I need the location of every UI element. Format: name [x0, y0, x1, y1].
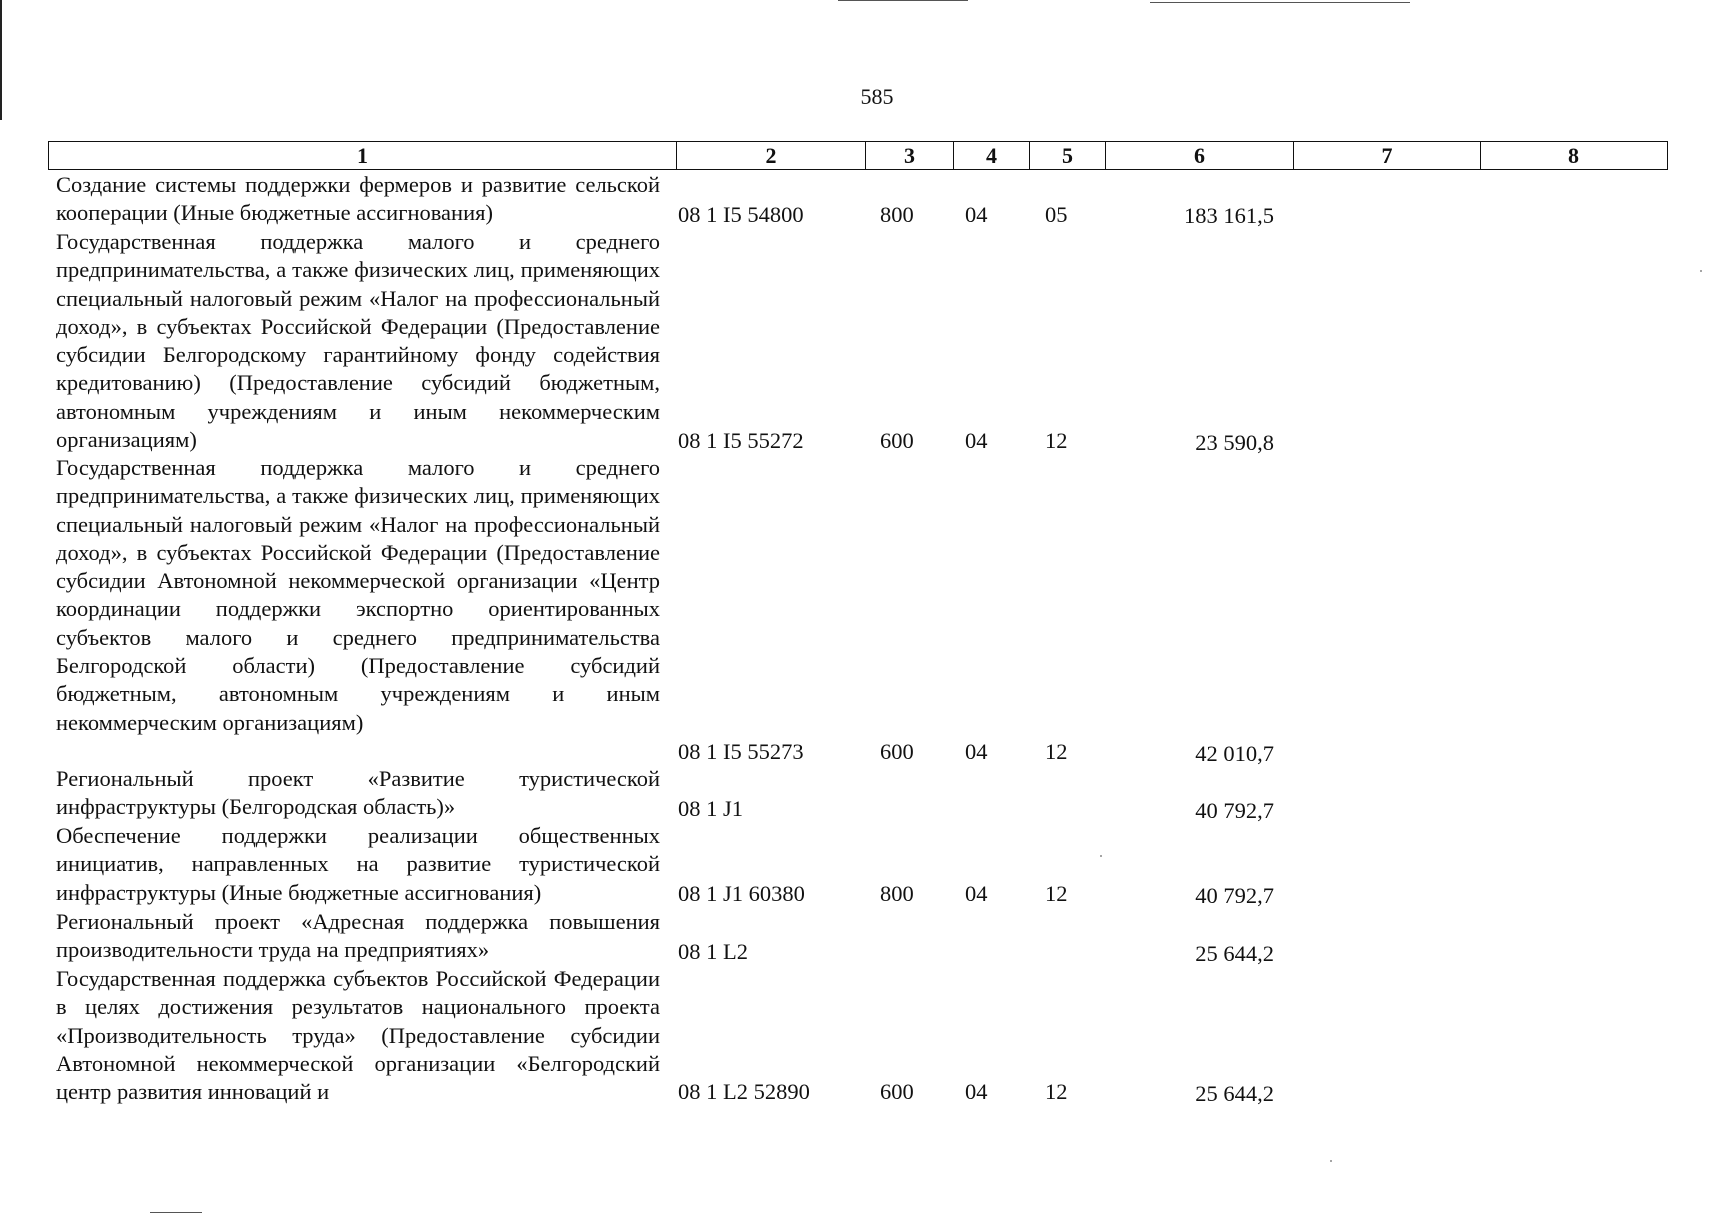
expense-type: 800: [880, 881, 914, 906]
header-cell: 7: [1294, 142, 1481, 169]
row-description: Обеспечение поддержки реализации общественных инициатив, направленных на развитие туристической инфраструктуры (Иные бюджетные ассигнования): [56, 823, 660, 905]
budget-code: 08 1 J1 60380: [678, 881, 805, 906]
subsection-code: 12: [1045, 881, 1068, 906]
section-code: 04: [965, 881, 988, 906]
amount: 40 792,7: [1195, 883, 1274, 908]
section-code: 04: [965, 428, 988, 453]
budget-code: 08 1 I5 54800: [678, 202, 804, 227]
subsection-code: 12: [1045, 739, 1068, 764]
scan-dot: [1330, 1160, 1332, 1162]
subsection-code: 12: [1045, 428, 1068, 453]
budget-code: 08 1 I5 55273: [678, 739, 804, 764]
subsection-code: 05: [1045, 202, 1068, 227]
header-cell: 3: [866, 142, 954, 169]
header-cell: 8: [1568, 143, 1579, 168]
section-code: 04: [965, 1079, 988, 1104]
row-description: Государственная поддержка малого и среднего предпринимательства, а также физических лиц, применяющих специальный налоговый режим «Налог на профессиональный доход», в субъектах Российской Федерации (Предоставление субсидии Белгородскому гарантийному фонду содействия кредитованию) (Предоставление субсидий бюджетным, автономным учреждениям и иным некоммерческим организациям): [56, 229, 660, 453]
header-cell: 4: [954, 142, 1030, 169]
row-description: Региональный проект «Развитие туристической инфраструктуры (Белгородская область)»: [56, 766, 660, 820]
budget-code: 08 1 L2 52890: [678, 1079, 810, 1104]
row-description: Государственная поддержка субъектов Российской Федерации в целях достижения результатов национального проекта «Производительность труда» (Предоставление субсидии Автономной некоммерческой организации «Белгородский центр развития инноваций и: [56, 966, 660, 1105]
header-cell: 1: [49, 142, 677, 169]
budget-code: 08 1 J1: [678, 796, 744, 821]
header-cell: 5: [1030, 142, 1106, 169]
budget-code: 08 1 I5 55272: [678, 428, 804, 453]
amount: 25 644,2: [1195, 941, 1274, 966]
section-code: 04: [965, 739, 988, 764]
header-cell: 2: [677, 142, 866, 169]
amount: 183 161,5: [1184, 203, 1274, 228]
amount: 23 590,8: [1195, 430, 1274, 455]
scan-dot: [1700, 270, 1702, 272]
amount: 40 792,7: [1195, 798, 1274, 823]
page-number: 585: [860, 84, 894, 109]
budget-code: 08 1 L2: [678, 939, 748, 964]
expense-type: 600: [880, 1079, 914, 1104]
row-description: Региональный проект «Адресная поддержка повышения производительности труда на предприятиях»: [56, 909, 660, 963]
subsection-code: 12: [1045, 1079, 1068, 1104]
scan-dot: [1100, 855, 1102, 857]
section-code: 04: [965, 202, 988, 227]
table-header: [48, 141, 1668, 170]
expense-type: 600: [880, 428, 914, 453]
expense-type: 800: [880, 202, 914, 227]
scan-line: [1150, 2, 1410, 3]
header-cell: 6: [1106, 142, 1294, 169]
row-description: Создание системы поддержки фермеров и развитие сельской кооперации (Иные бюджетные ассигнования): [56, 172, 660, 226]
scan-line: [838, 0, 968, 1]
expense-type: 600: [880, 739, 914, 764]
amount: 42 010,7: [1195, 741, 1274, 766]
amount: 25 644,2: [1195, 1081, 1274, 1106]
row-description: Государственная поддержка малого и среднего предпринимательства, а также физических лиц, применяющих специальный налоговый режим «Налог на профессиональный доход», в субъектах Российской Федерации (Предоставление субсидии Автономной некоммерческой организации «Центр координации поддержки экспортно ориентированных субъектов малого и среднего предпринимательства Белгородской области) (Предоставление субсидий бюджетным, автономным учреждениям и иным некоммерческим организациям): [56, 455, 660, 735]
